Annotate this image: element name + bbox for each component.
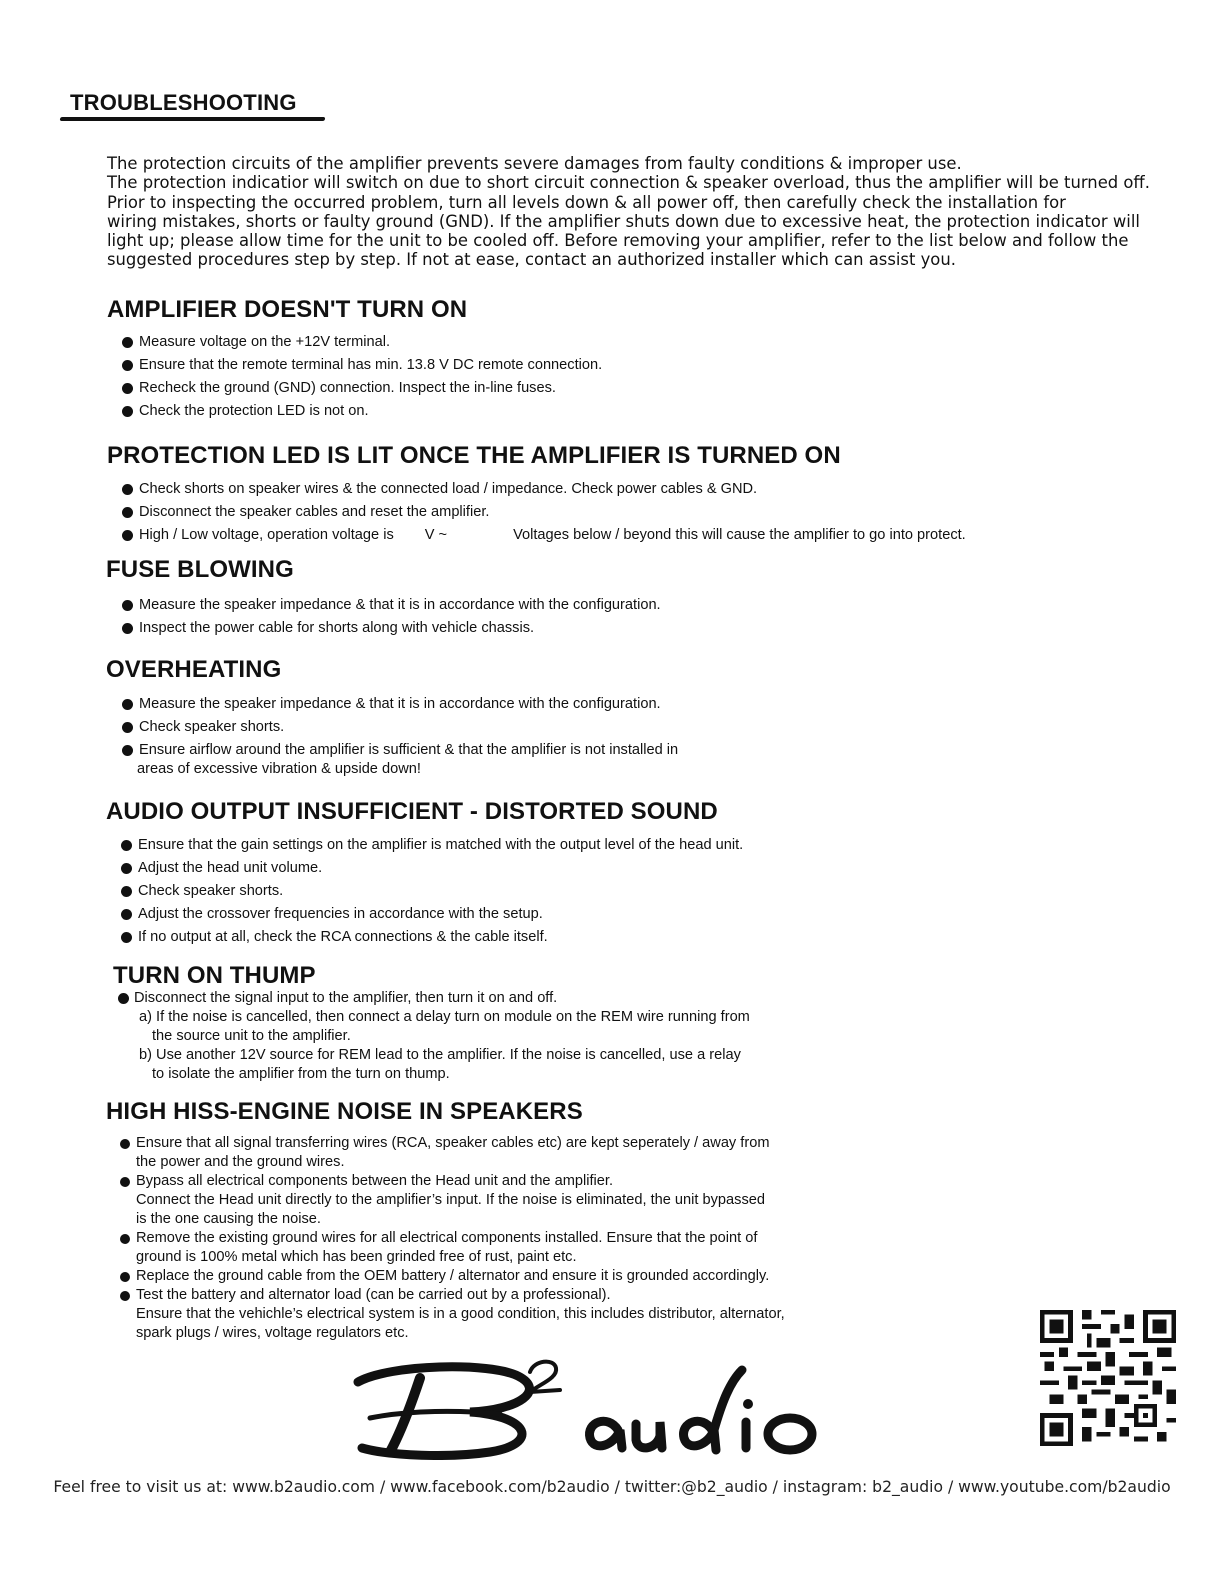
list-item: Check speaker shorts. (122, 718, 678, 737)
bullet-icon (122, 507, 133, 518)
intro-line: light up; please allow time for the unit to be cooled off. Before removing your amplifier, refer to the list below and follow the (107, 231, 1129, 251)
bullet-icon (118, 993, 129, 1004)
list-item: Measure voltage on the +12V terminal. (122, 333, 602, 352)
list-item: Replace the ground cable from the OEM battery / alternator and ensure it is grounded accordingly. (120, 1267, 785, 1286)
page-title: TROUBLESHOOTING (70, 90, 297, 115)
title-underline (60, 117, 326, 121)
bullet-icon (122, 383, 133, 394)
intro-line: The protection indicatior will switch on due to short circuit connection & speaker overload, thus the amplifier will be turned off. (107, 173, 1150, 193)
thump-list (118, 989, 750, 1084)
list-item: Adjust the crossover frequencies in accordance with the setup. (121, 905, 743, 924)
list-item-continuation: Ensure that the vehichle’s electrical system is in a good condition, this includes distributor, alternator, (136, 1306, 785, 1322)
bullet-icon (120, 1177, 130, 1187)
bullet-icon (120, 1272, 130, 1282)
bullet-icon (122, 360, 133, 371)
intro-line: Prior to inspecting the occurred problem, turn all levels down & all power off, then carefully check the installation for (107, 192, 1066, 212)
bullet-icon (122, 600, 133, 611)
fuse-list (122, 596, 661, 642)
list-item: Recheck the ground (GND) connection. Inspect the in-line fuses. (122, 379, 602, 398)
hiss-list (120, 1134, 785, 1343)
intro-line: The protection circuits of the amplifier prevents severe damages from faulty conditions & improper use. (107, 154, 962, 173)
intro-paragraph (107, 154, 1187, 270)
bullet-icon (122, 623, 133, 634)
qr-code (1040, 1310, 1176, 1446)
section-title-audio: AUDIO OUTPUT INSUFFICIENT - DISTORTED SOUND (106, 798, 718, 825)
list-item-continuation: the power and the ground wires. (136, 1154, 345, 1170)
section-title-overheating: OVERHEATING (106, 656, 282, 683)
list-item: Check speaker shorts. (121, 882, 743, 901)
list-item-continuation: areas of excessive vibration & upside down! (137, 761, 421, 777)
b2-audio-logo (350, 1352, 850, 1460)
list-item-continuation: is the one causing the noise. (136, 1211, 321, 1227)
intro-line: suggested procedures step by step. If not at ease, contact an authorized installer which can assist you. (107, 250, 956, 270)
list-item-voltage: High / Low voltage, operation voltage is V ~ Voltages below / beyond this will cause the amplifier to go into protect. (122, 526, 966, 545)
list-item: Adjust the head unit volume. (121, 859, 743, 878)
sub-item-a-cont: the source unit to the amplifier. (152, 1028, 351, 1044)
list-item: Disconnect the signal input to the amplifier, then turn it on and off. (118, 989, 750, 1008)
list-item: Measure the speaker impedance & that it is in accordance with the configuration. (122, 596, 661, 615)
protection-list (122, 480, 966, 549)
list-item: Test the battery and alternator load (can be carried out by a professional). (120, 1286, 785, 1305)
section-title-fuse: FUSE BLOWING (106, 556, 294, 583)
list-item-continuation: ground is 100% metal which has been grinded free of rust, paint etc. (136, 1249, 577, 1265)
section-title-no-power: AMPLIFIER DOESN'T TURN ON (107, 296, 468, 323)
bullet-icon (121, 863, 132, 874)
section-title-thump: TURN ON THUMP (113, 962, 316, 989)
sub-item-b: b) Use another 12V source for REM lead to the amplifier. If the noise is cancelled, use a relay (139, 1047, 741, 1063)
bullet-icon (120, 1234, 130, 1244)
bullet-icon (121, 840, 132, 851)
footer-links: Feel free to visit us at: www.b2audio.com / www.facebook.com/b2audio / twitter:@b2_audio / instagram: b2_audio / www.youtube.com/b2audio (53, 1478, 1171, 1496)
bullet-icon (120, 1139, 130, 1149)
list-item: Ensure airflow around the amplifier is sufficient & that the amplifier is not installed in (122, 741, 678, 760)
bullet-icon (122, 745, 133, 756)
voltage-unit: V ~ (424, 527, 448, 543)
list-item: Check shorts on speaker wires & the connected load / impedance. Check power cables & GND. (122, 480, 966, 499)
bullet-icon (121, 932, 132, 943)
sub-item-b-cont: to isolate the amplifier from the turn on thump. (152, 1066, 450, 1082)
list-item: If no output at all, check the RCA connections & the cable itself. (121, 928, 743, 947)
bullet-icon (122, 484, 133, 495)
no-power-list (122, 333, 602, 425)
section-title-protection: PROTECTION LED IS LIT ONCE THE AMPLIFIER IS TURNED ON (107, 442, 841, 469)
list-item: Inspect the power cable for shorts along with vehicle chassis. (122, 619, 661, 638)
bullet-icon (121, 909, 132, 920)
list-item-continuation: Connect the Head unit directly to the amplifier’s input. If the noise is eliminated, the unit bypassed (136, 1192, 765, 1208)
list-item-continuation: spark plugs / wires, voltage regulators etc. (136, 1325, 409, 1341)
list-item: Measure the speaker impedance & that it is in accordance with the configuration. (122, 695, 678, 714)
intro-line: wiring mistakes, shorts or faulty ground (GND). If the amplifier shuts down due to excessive heat, the protection indicator will (107, 211, 1140, 231)
list-item: Ensure that the gain settings on the amplifier is matched with the output level of the head unit. (121, 836, 743, 855)
bullet-icon (122, 530, 133, 541)
bullet-icon (122, 406, 133, 417)
list-item: Disconnect the speaker cables and reset the amplifier. (122, 503, 966, 522)
bullet-icon (122, 337, 133, 348)
sub-item-a: a) If the noise is cancelled, then connect a delay turn on module on the REM wire running from (139, 1009, 750, 1025)
list-item: Remove the existing ground wires for all electrical components installed. Ensure that the point of (120, 1229, 785, 1248)
list-item: Check the protection LED is not on. (122, 402, 602, 421)
list-item: Bypass all electrical components between the Head unit and the amplifier. (120, 1172, 785, 1191)
audio-list (121, 836, 743, 951)
bullet-icon (122, 699, 133, 710)
overheating-list (122, 695, 678, 783)
bullet-icon (120, 1291, 130, 1301)
list-item: Ensure that all signal transferring wires (RCA, speaker cables etc) are kept seperately / away from (120, 1134, 785, 1153)
bullet-icon (122, 722, 133, 733)
list-item: Ensure that the remote terminal has min. 13.8 V DC remote connection. (122, 356, 602, 375)
section-title-hiss: HIGH HISS-ENGINE NOISE IN SPEAKERS (106, 1098, 583, 1125)
bullet-icon (121, 886, 132, 897)
